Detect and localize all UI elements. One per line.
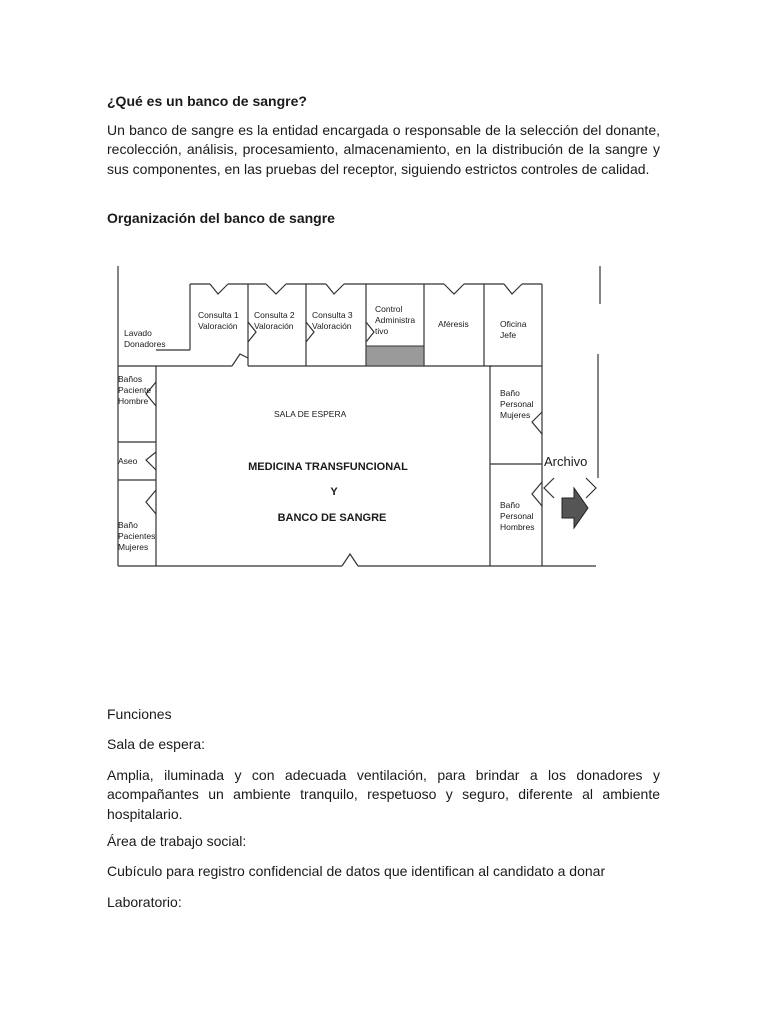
definition-paragraph: Un banco de sangre es la entidad encargada o responsable de la selección del donante, recolección, análisis, procesamiento, almacenamiento, en la distribución de la sangre y sus componentes, en las pruebas del receptor, siguiendo estrictos controles de calidad. [107, 122, 660, 177]
sala-espera-heading: Sala de espera: [107, 736, 206, 752]
room-lavado: Lavado Donadores [124, 328, 166, 349]
plan-title-line-2: Y [330, 486, 338, 498]
sala-espera-label: SALA DE ESPERA [274, 409, 347, 419]
floor-plan-diagram [114, 262, 642, 620]
room-oficina-jefe: Oficina Jefe [500, 319, 527, 340]
room-bano-personal-hombres: Baño Personal Hombres [500, 500, 535, 532]
room-control-administrativo: Control Administra tivo [375, 304, 416, 336]
room-consulta-3: Consulta 3 Valoración [312, 310, 353, 331]
archivo-label: Archivo [544, 454, 588, 469]
section-heading-organizacion: Organización del banco de sangre [107, 210, 335, 226]
arrow-right-icon [562, 488, 588, 528]
plan-title-line-3: BANCO DE SANGRE [277, 512, 387, 524]
plan-title-line-1: MEDICINA TRANSFUNCIONAL [248, 461, 408, 473]
room-aferesis: Aféresis [438, 319, 469, 329]
trabajo-social-paragraph: Cubículo para registro confidencial de datos que identifican al candidato a donar [107, 863, 606, 879]
section-heading-que-es: ¿Qué es un banco de sangre? [107, 93, 307, 109]
laboratorio-heading: Laboratorio: [107, 894, 182, 910]
room-consulta-1: Consulta 1 Valoración [198, 310, 239, 331]
room-aseo: Aseo [118, 456, 138, 466]
room-consulta-2: Consulta 2 Valoración [254, 310, 295, 331]
trabajo-social-heading: Área de trabajo social: [107, 833, 247, 849]
control-shaded-area [366, 346, 424, 366]
sala-espera-paragraph: Amplia, iluminada y con adecuada ventilación, para brindar a los donadores y acompañantes un ambiente tranquilo, respetuoso y seguro, diferente al ambiente hospitalario. [107, 767, 660, 822]
funciones-label: Funciones [107, 706, 172, 722]
room-banos-paciente-hombre: Baños Paciente Hombre [118, 374, 152, 406]
room-bano-personal-mujeres: Baño Personal Mujeres [500, 388, 534, 420]
room-banos-pacientes-mujeres: Baño Pacientes Mujeres [118, 520, 156, 552]
